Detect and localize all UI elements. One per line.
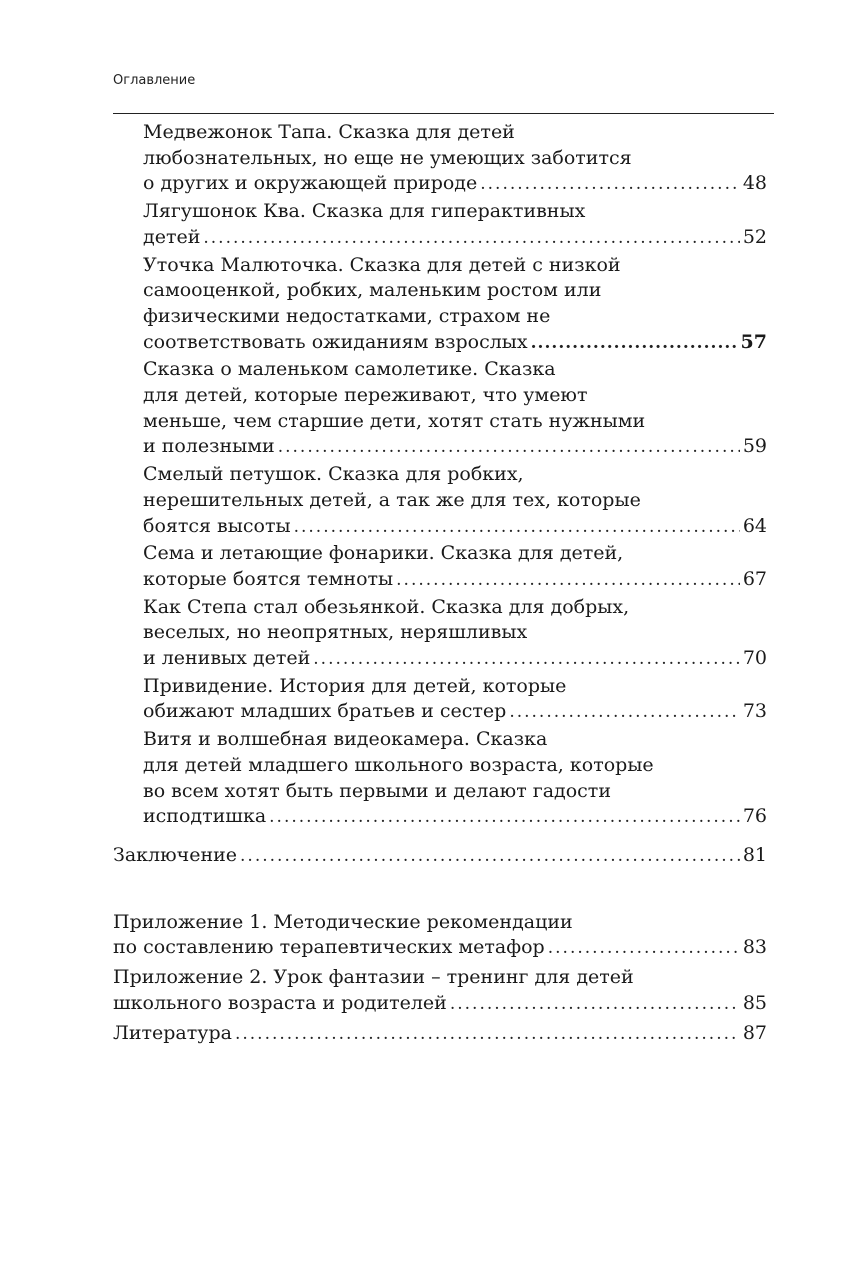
- toc-page-number: 59: [742, 435, 767, 458]
- toc-entry-title-line: физическими недостатками, страхом не: [143, 304, 551, 327]
- toc-entry: [113, 120, 767, 198]
- toc-page-number: 83: [742, 936, 767, 959]
- toc-page-number: 81: [742, 843, 767, 866]
- toc-entry-title-line: во всем хотят быть первыми и делают гадости: [143, 779, 611, 802]
- toc-entry-title-line: Сема и летающие фонарики. Сказка для детей,: [143, 542, 624, 565]
- toc-page-number: 70: [742, 647, 767, 670]
- toc-entry-title-line: Витя и волшебная видеокамера. Сказка: [143, 728, 548, 751]
- dot-leader: [278, 435, 740, 461]
- toc-page-number: 48: [742, 172, 767, 195]
- toc-entry-title-line: самооценкой, робких, маленьким ростом или: [143, 279, 602, 302]
- toc-entry-title-line: для детей, которые переживают, что умеют: [143, 384, 588, 407]
- running-title: Оглавление: [113, 73, 196, 88]
- toc-page-number: 64: [742, 514, 767, 537]
- dot-leader: [269, 805, 740, 831]
- header-rule: [113, 113, 774, 114]
- toc-entry-title-line: Привидение. История для детей, которые: [143, 674, 567, 697]
- toc-entry: [113, 199, 767, 251]
- toc-entry-title-line: Как Степа стал обезьянкой. Сказка для добрых,: [143, 595, 630, 618]
- toc-entry-title-line: обижают младших братьев и сестер: [143, 700, 507, 723]
- toc-entry-title-line: Медвежонок Тапа. Сказка для детей: [143, 121, 515, 143]
- dot-leader: [313, 647, 740, 673]
- toc-page-number: 67: [742, 567, 767, 590]
- toc-entry-title-line: Сказка о маленьком самолетике. Сказка: [143, 358, 556, 381]
- toc-entry: [113, 965, 767, 1017]
- dot-leader: [396, 568, 740, 594]
- toc-entry: [113, 1021, 767, 1048]
- toc-page-number: 85: [742, 991, 767, 1014]
- dot-leader: [450, 992, 740, 1018]
- toc-entry-title-line: Лягушонок Ква. Сказка для гиперактивных: [143, 200, 586, 223]
- dot-leader: [480, 172, 740, 198]
- table-of-contents: [113, 120, 767, 1047]
- toc-entry-title-line: боятся высоты: [143, 514, 291, 537]
- toc-entry-title-line: Литература: [113, 1021, 232, 1044]
- toc-page-number: 57: [740, 330, 767, 353]
- toc-entry-title-line: соответствовать ожиданиям взрослых: [143, 330, 528, 353]
- toc-entry-title-line: исподтишка: [143, 805, 267, 828]
- toc-entry-title-line: Заключение: [113, 843, 238, 866]
- dot-leader: [548, 936, 740, 962]
- toc-entry-title-line: Приложение 1. Методические рекомендации: [113, 910, 573, 933]
- dot-leader: [235, 1022, 740, 1048]
- toc-page-number: 76: [742, 805, 767, 828]
- toc-entry-title-line: школьного возраста и родителей: [113, 991, 447, 1014]
- dot-leader: [203, 226, 739, 252]
- toc-page-number: 52: [742, 225, 767, 248]
- dot-leader: [531, 331, 738, 357]
- toc-entry: [113, 357, 767, 461]
- dot-leader: [294, 515, 740, 541]
- toc-entry: [113, 910, 767, 962]
- toc-entry: [113, 253, 767, 357]
- toc-entry: [113, 843, 767, 870]
- toc-entry-title-line: по составлению терапевтических метафор: [113, 936, 545, 959]
- toc-entry-title-line: Приложение 2. Урок фантазии – тренинг для детей: [113, 966, 634, 989]
- toc-entry-title-line: для детей младшего школьного возраста, которые: [143, 753, 654, 776]
- toc-entry: [113, 462, 767, 540]
- toc-entry: [113, 595, 767, 673]
- toc-page-number: 73: [742, 700, 767, 723]
- toc-entry-title-line: любознательных, но еще не умеющих заботится: [143, 146, 632, 169]
- dot-leader: [240, 844, 740, 870]
- toc-entry-title-line: и ленивых детей: [143, 647, 311, 670]
- toc-entry-title-line: Смелый петушок. Сказка для робких,: [143, 463, 524, 486]
- toc-entry: [113, 674, 767, 726]
- toc-entry-title-line: меньше, чем старшие дети, хотят стать нужными: [143, 409, 646, 432]
- toc-page-number: 87: [742, 1021, 767, 1044]
- toc-entry-title-line: веселых, но неопрятных, неряшливых: [143, 621, 528, 644]
- toc-entry-title-line: о других и окружающей природе: [143, 172, 478, 195]
- toc-entry-title-line: нерешительных детей, а так же для тех, которые: [143, 488, 641, 511]
- toc-entry-title-line: которые боятся темноты: [143, 567, 394, 590]
- dot-leader: [509, 700, 740, 726]
- toc-entry-title-line: детей: [143, 225, 201, 248]
- toc-entry: [113, 541, 767, 593]
- toc-entry-title-line: Уточка Малюточка. Сказка для детей с низкой: [143, 253, 621, 276]
- toc-entry: [113, 727, 767, 831]
- toc-entry-title-line: и полезными: [143, 435, 275, 458]
